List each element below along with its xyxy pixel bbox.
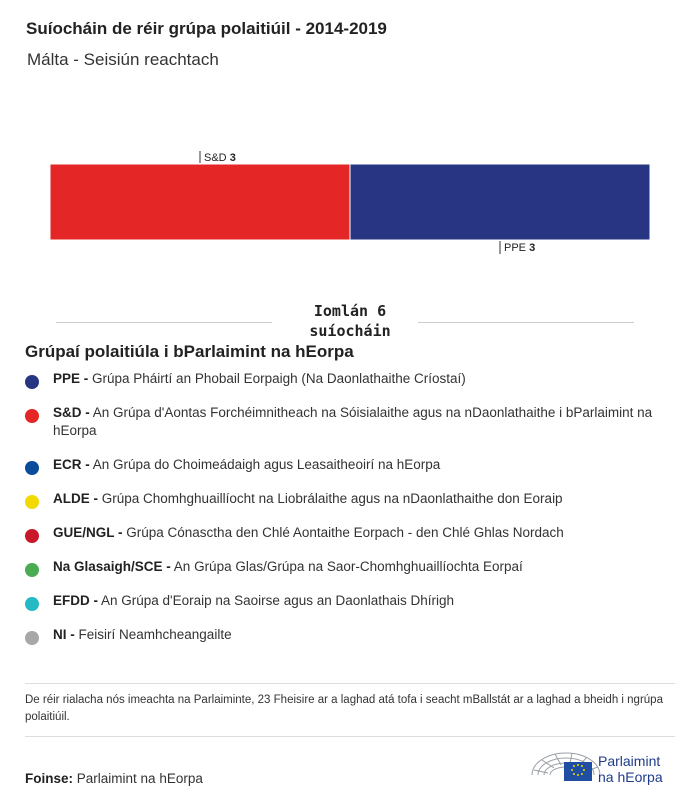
legend-item [25, 404, 675, 456]
legend-item [25, 456, 675, 490]
legend-swatch-icon [25, 409, 39, 423]
divider-left [56, 322, 272, 323]
legend-text [53, 404, 675, 440]
logo-line-2: na hEorpa [598, 769, 663, 785]
legend-item [25, 524, 675, 558]
legend-text [53, 524, 564, 542]
legend-desc: An Grúpa d'Eoraip na Saoirse agus an Daonlathais Dhírigh [98, 593, 455, 608]
bar-segment-ppe [350, 164, 650, 240]
legend-item [25, 370, 675, 404]
legend-item [25, 592, 675, 626]
legend-abbr: ECR - [53, 457, 90, 472]
legend-swatch-icon [25, 495, 39, 509]
legend-item [25, 626, 675, 660]
footnote: De réir rialacha nós imeachta na Parlaiminte, 23 Fheisire ar a laghad atá tofa i seacht mBallstát ar a laghad a bheidh i ngrúpa polaitiúil. [25, 694, 663, 723]
legend-swatch-icon [25, 375, 39, 389]
data-label-ppe: PPE 3 [504, 242, 536, 254]
seat-bar-chart [0, 140, 700, 270]
legend-item [25, 558, 675, 592]
legend-desc: Feisirí Neamhcheangailte [74, 627, 232, 642]
legend-swatch-icon [25, 631, 39, 645]
legend-text [53, 626, 232, 644]
legend-abbr: S&D - [53, 405, 90, 420]
source [25, 771, 203, 786]
legend-swatch-icon [25, 563, 39, 577]
legend-abbr: PPE - [53, 371, 89, 386]
legend-desc: Grúpa Pháirtí an Phobail Eorpaigh (Na Daonlathaithe Críostaí) [88, 371, 466, 386]
legend-desc: Grúpa Chomhghuaillíocht na Liobrálaithe agus na nDaonlathaithe don Eoraip [98, 491, 563, 506]
chart-subtitle: Málta - Seisiún reachtach [27, 50, 219, 69]
divider-footnote-top [25, 683, 675, 684]
legend-abbr: GUE/NGL - [53, 525, 123, 540]
source-text: Parlaimint na hEorpa [76, 771, 203, 786]
source-label: Foinse: [25, 771, 74, 786]
total-seats-label: Iomlán 6 suíocháin [309, 302, 391, 340]
legend-desc: Grúpa Cónasctha den Chlé Aontaithe Eorpach - den Chlé Ghlas Nordach [122, 525, 564, 540]
divider-footnote-bottom [25, 736, 675, 737]
legend-swatch-icon [25, 597, 39, 611]
bar-segment-s-d [50, 164, 350, 240]
legend-title: Grúpaí polaitiúla i bParlaimint na hEorpa [25, 342, 354, 361]
legend-text [53, 456, 440, 474]
chart-title: Suíocháin de réir grúpa polaitiúil - 2014-2019 [26, 19, 387, 38]
legend-text [53, 558, 523, 576]
logo-text [598, 753, 663, 785]
legend-swatch-icon [25, 461, 39, 475]
legend-desc: An Grúpa d'Aontas Forchéimnitheach na Sóisialaithe agus na nDaonlathaithe i bParlaimint na hEorpa [53, 405, 653, 438]
legend-text [53, 370, 466, 388]
legend-text [53, 592, 454, 610]
legend-text [53, 490, 563, 508]
logo-line-1: Parlaimint [598, 753, 661, 769]
legend-desc: An Grúpa Glas/Grúpa na Saor-Chomhghuaillíochta Eorpaí [170, 559, 523, 574]
legend-desc: An Grúpa do Choimeádaigh agus Leasaitheoirí na hEorpa [89, 457, 441, 472]
divider-right [418, 322, 634, 323]
legend-abbr: Na Glasaigh/SCE - [53, 559, 171, 574]
legend [25, 370, 675, 660]
legend-abbr: EFDD - [53, 593, 98, 608]
legend-item [25, 490, 675, 524]
legend-swatch-icon [25, 529, 39, 543]
legend-abbr: ALDE - [53, 491, 98, 506]
data-label-s-d: S&D 3 [204, 152, 236, 164]
legend-abbr: NI - [53, 627, 75, 642]
